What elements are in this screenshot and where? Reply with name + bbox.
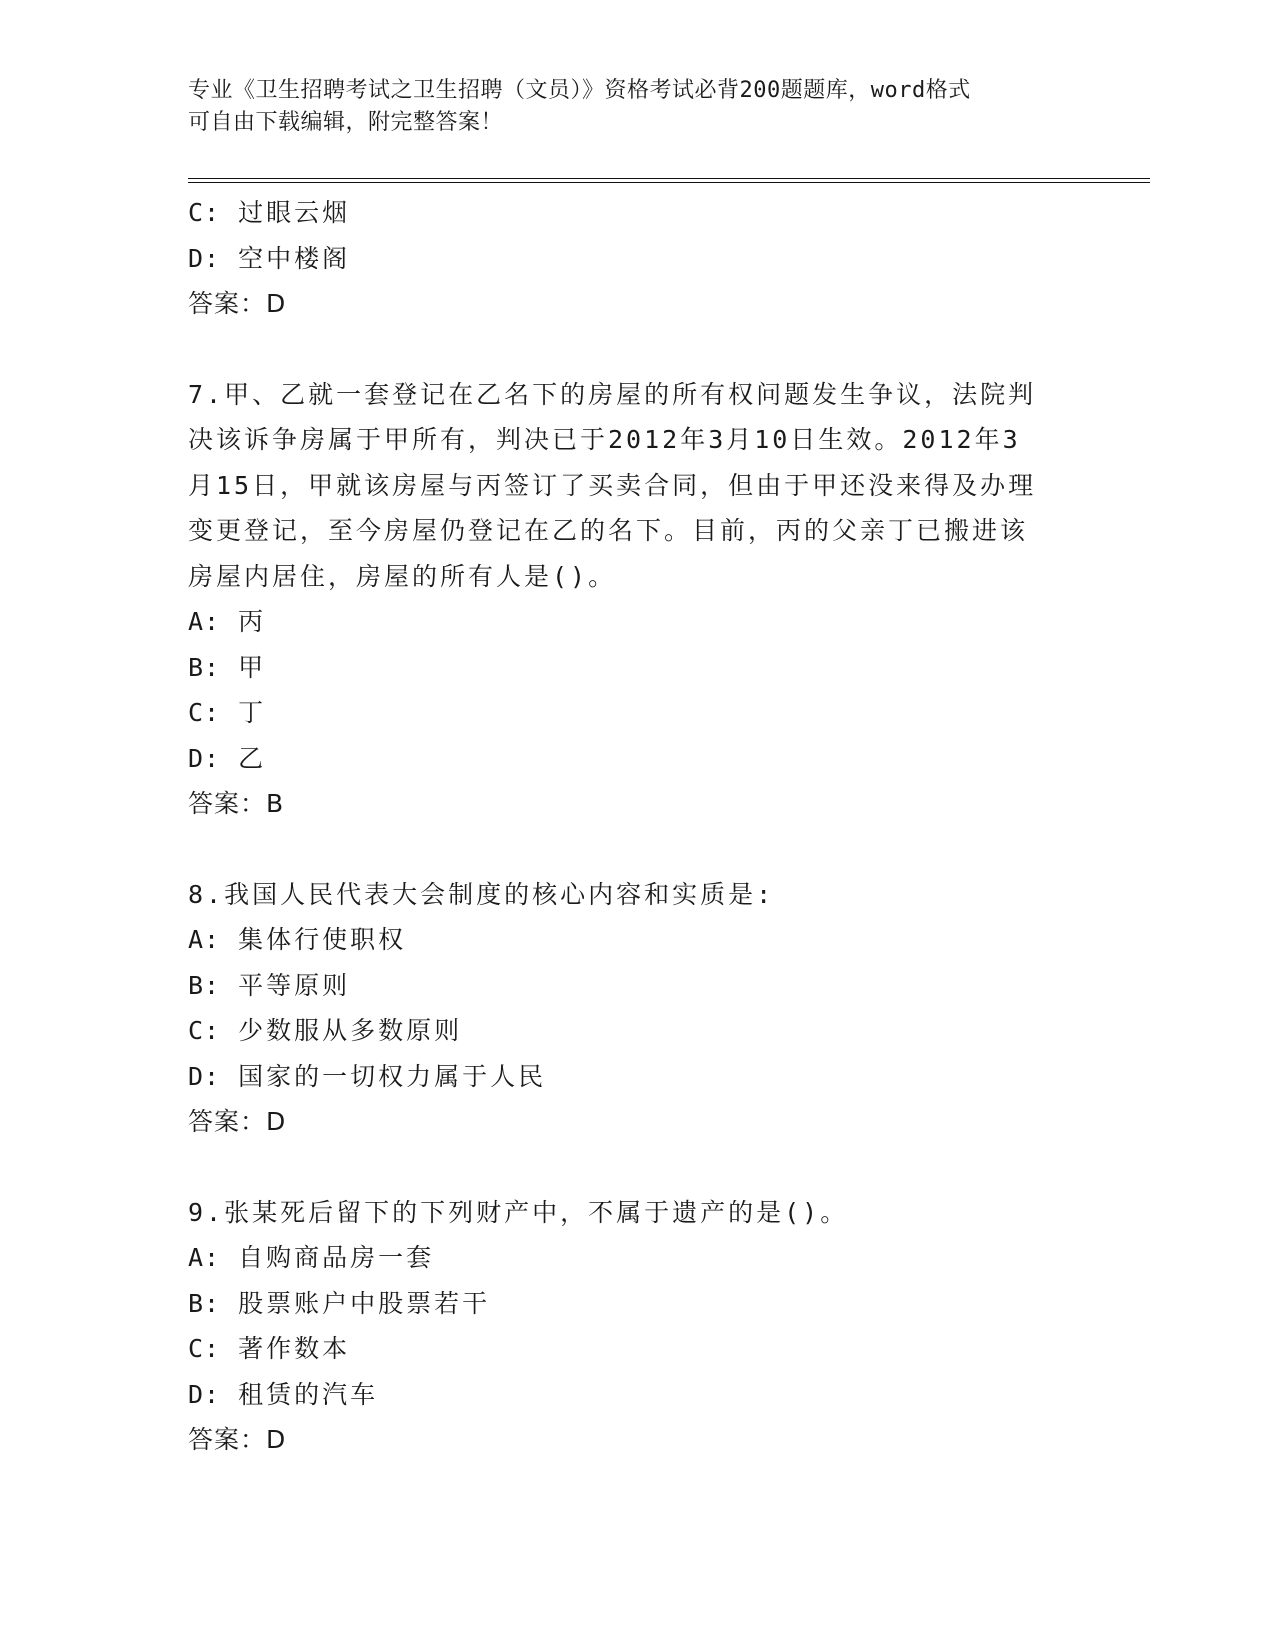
option-d: D: 乙 [188,743,267,773]
header-line-2: 可自由下载编辑，附完整答案！ [188,110,504,135]
option-c: C: 丁 [188,698,267,727]
option-d: D: 租赁的汽车 [188,1379,379,1409]
question-text-line: 8.我国人民代表大会制度的核心内容和实质是: [188,879,775,909]
option-a: A: 丙 [188,607,267,636]
answer-line: 答案：D [188,1107,287,1136]
option-d: D: 国家的一切权力属于人民 [188,1061,547,1091]
option-b: B: 股票账户中股票若干 [188,1288,491,1318]
question-8 [188,872,1073,1145]
question-9 [188,1190,1073,1463]
question-list [188,190,1088,1463]
question-7 [188,372,1073,827]
question-text-line: 9.张某死后留下的下列财产中，不属于遗产的是()。 [188,1197,849,1227]
option-c: C: 少数服从多数原则 [188,1016,463,1045]
document-header [188,75,1088,139]
answer-line: 答案：D [188,289,287,318]
option-c: C: 过眼云烟 [188,198,351,227]
question-text-line: 月15日，甲就该房屋与丙签订了买卖合同，但由于甲还没来得及办理 [188,470,1037,500]
header-line-1: 专业《卫生招聘考试之卫生招聘（文员）》资格考试必背200题题库，word格式 [188,78,971,103]
option-b: B: 甲 [188,652,267,682]
option-a: A: 集体行使职权 [188,925,407,954]
answer-line: 答案：D [188,1425,287,1454]
question-text-line: 决该诉争房属于甲所有，判决已于2012年3月10日生效。2012年3 [188,425,1021,454]
question-text-line: 房屋内居住，房屋的所有人是()。 [188,561,617,591]
option-c: C: 著作数本 [188,1334,351,1363]
prev-question-block [188,190,1088,327]
option-d: D: 空中楼阁 [188,243,351,273]
header-divider [188,178,1150,183]
answer-line: 答案：B [188,789,285,818]
question-text-line: 变更登记，至今房屋仍登记在乙的名下。目前，丙的父亲丁已搬进该 [188,516,1029,545]
option-a: A: 自购商品房一套 [188,1243,435,1272]
question-text-line: 7.甲、乙就一套登记在乙名下的房屋的所有权问题发生争议，法院判 [188,379,1037,409]
option-b: B: 平等原则 [188,970,351,1000]
